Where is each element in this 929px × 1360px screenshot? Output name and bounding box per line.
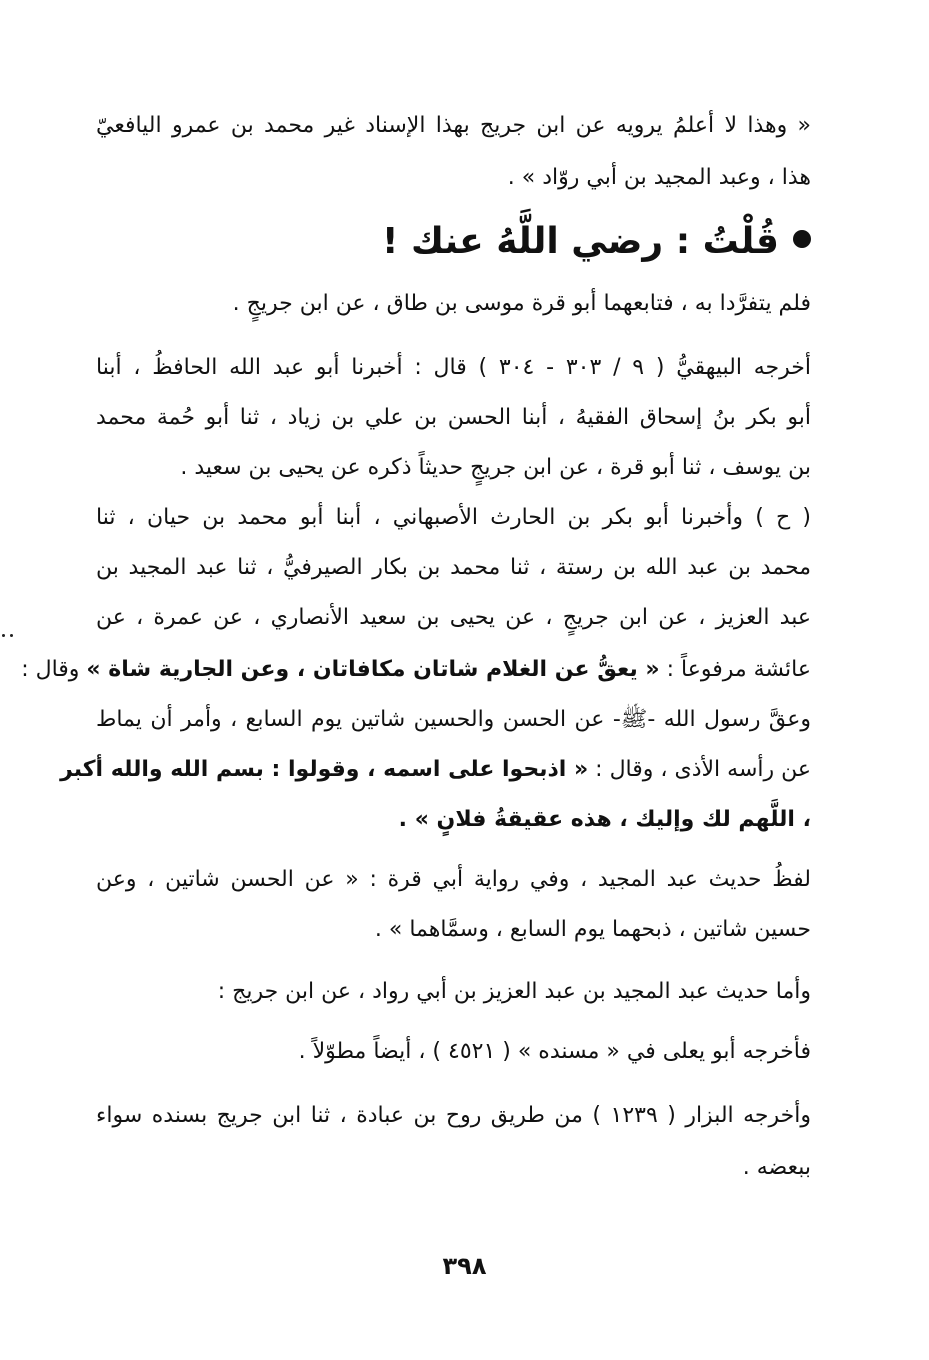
book-page: [21, 96, 812, 1296]
text-line-3: فلم يتفرَّدا به ، فتابعهما أبو قرة موسى بن طاق ، عن ابن جريجٍ .: [232, 291, 811, 316]
head-line-bold: « اذبحوا على اسمه ، وقولوا : بسم الله والله أكبر: [60, 757, 589, 782]
text-line-8: محمد بن عبد الله بن رستة ، ثنا محمد بن بكار الصيرفيُّ ، ثنا عبد المجيد بن: [96, 555, 811, 580]
heading-text: قُلْتُ : رضي اللَّهُ عنك !: [382, 221, 779, 262]
text-line-13: ، اللَّهم لك وإليك ، هذه عقيقةُ فلانٍ » .: [398, 807, 811, 832]
page-number: ٣٩٨: [442, 1252, 487, 1280]
text-line-7: ( ح ) وأخبرنا أبو بكر بن الحارث الأصبهاني ، أبنا أبو محمد بن حيان ، ثنا: [96, 505, 811, 530]
text-line-1: « وهذا لا أعلمُ يرويه عن ابن جريج بهذا الإسناد غير محمد بن عمرو اليافعيّ: [96, 113, 811, 138]
text-line-5: أبو بكر بنُ إسحاق الفقيهُ ، أبنا الحسن بن علي بن زياد ، ثنا أبو حُمة محمد: [96, 405, 811, 430]
text-line-18: وأخرجه البزار ( ١٢٣٩ ) من طريق روح بن عبادة ، ثنا ابن جريج بسنده سواء: [96, 1103, 812, 1128]
head-line-plain: عن رأسه الأذى ، وقال :: [588, 757, 811, 782]
text-line-16: وأما حديث عبد المجيد بن عبد العزيز بن أبي رواد ، عن ابن جريج :: [217, 979, 811, 1004]
aisha-plain-start: عائشة مرفوعاً :: [659, 657, 811, 682]
text-line-11: وعقَّ رسول الله -ﷺ- عن الحسن والحسين شاتين يوم السابع ، وأمر أن يماط: [96, 707, 811, 732]
section-heading: [96, 214, 811, 270]
text-line-6: بن يوسف ، ثنا أبو قرة ، عن ابن جريجٍ حديثاً ذكره عن يحيى بن سعيد .: [180, 455, 811, 480]
bullet-icon: [793, 230, 811, 248]
text-line-17: فأخرجه أبو يعلى في « مسنده » ( ٤٥٢١ ) ، أيضاً مطوّلاً .: [298, 1039, 811, 1064]
text-line-4: أخرجه البيهقيُّ ( ٩ / ٣٠٣ - ٣٠٤ ) قال : أخبرنا أبو عبد الله الحافظُ ، أبنا: [96, 355, 811, 380]
hadith-quote-bold: « يعقُّ عن الغلام شاتان مكافاتان ، وعن الجارية شاة »: [86, 657, 660, 682]
aisha-plain-end: وقال :: [21, 657, 87, 682]
text-line-9: عبد العزيز ، عن ابن جريجٍ ، عن يحيى بن سعيد الأنصاري ، عن عمرة ، عن: [96, 605, 811, 630]
text-line-19: ببعضه .: [742, 1155, 811, 1180]
text-line-10: [21, 650, 811, 690]
text-line-15: حسين شاتين ، ذبحهما يوم السابع ، وسمَّاهما » .: [374, 917, 811, 942]
text-line-14: لفظُ حديث عبد المجيد ، وفي رواية أبي قرة : « عن الحسن شاتين ، وعن: [96, 867, 811, 892]
margin-dots: [2, 632, 16, 640]
text-line-2: هذا ، وعبد المجيد بن أبي روّاد » .: [507, 165, 811, 190]
text-line-12: [60, 750, 811, 790]
